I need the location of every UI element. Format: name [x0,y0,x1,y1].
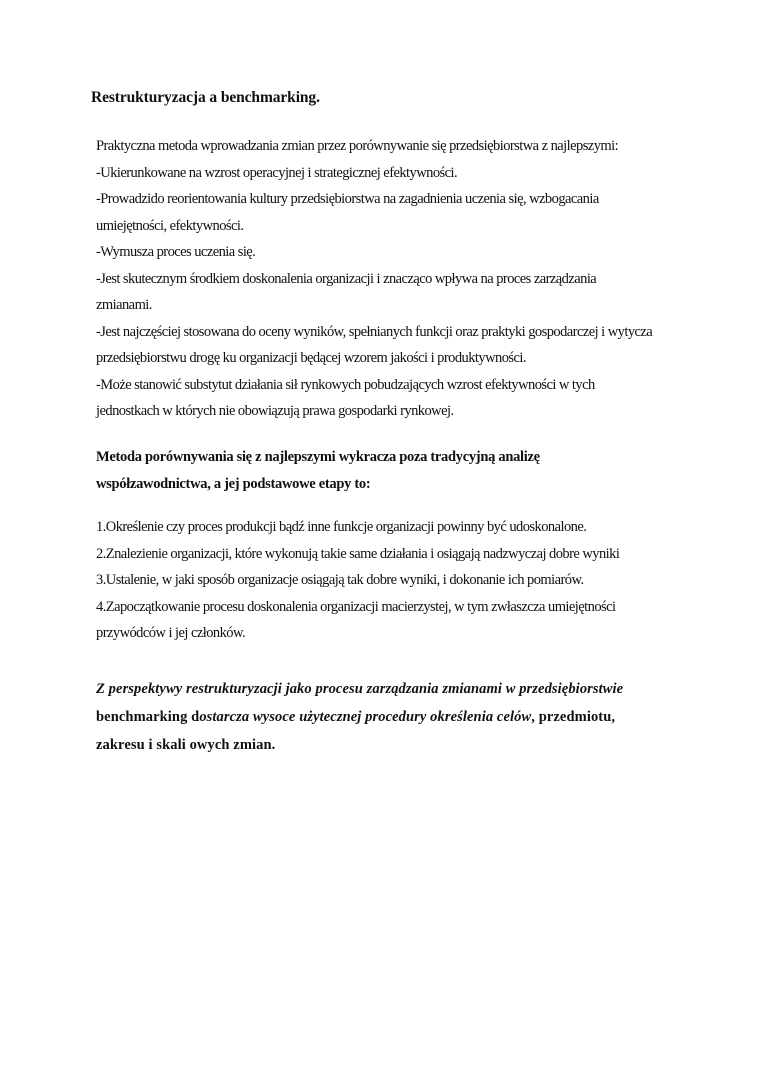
conclusion-line-3-end: . [271,737,276,753]
steps-list [96,514,706,647]
intro-line: -Prowadzido reorientowania kultury przedsiębiorstwa na zagadnienia uczenia się, wzbogacania [96,191,599,207]
conclusion-line-2 [96,703,706,731]
intro-line: -Jest skutecznym środkiem doskonalenia organizacji i znacząco wpływa na proces zarządzania [96,270,597,287]
intro-line: umiejętności, efektywności. [96,217,244,234]
intro-section [96,133,706,425]
step-item: 2.Znalezienie organizacji, które wykonują takie same działania i osiągają nadzwyczaj dobre wyniki [96,545,620,562]
conclusion-line-1 [96,675,706,703]
conclusion-line-3 [96,731,706,759]
intro-line: jednostkach w których nie obowiązują prawa gospodarki rynkowej. [96,403,454,419]
step-item: 4.Zapoczątkowanie procesu doskonalenia organizacji macierzystej, w tym zwłaszcza umiejętności [96,598,616,615]
conclusion-line-3-start: zakresu i skali owych zmian [96,737,272,753]
conclusion-line-2-end: , przedmiotu, [531,709,616,725]
intro-line: -Może stanowić substytut działania sił rynkowych pobudzających wzrost efektywności w tych [96,376,595,393]
intro-line: zmianami. [96,297,152,313]
method-heading-line: współzawodnictwa, a jej podstawowe etapy to: [96,475,371,492]
intro-line: przedsiębiorstwu drogę ku organizacji będącej wzorem jakości i produktywności. [96,350,526,366]
intro-line: Praktyczna metoda wprowadzania zmian przez porównywanie się przedsiębiorstwa z najlepszymi: [96,138,619,154]
method-heading [96,444,706,497]
conclusion-paragraph [96,675,706,759]
step-item: przywódców i jej członków. [96,625,246,641]
method-heading-line: Metoda porównywania się z najlepszymi wykracza poza tradycyjną analizę [96,449,540,465]
conclusion-line-2-italic: ostarcza wysoce użytecznej procedury określenia celów [199,709,532,725]
intro-line: -Ukierunkowane na wzrost operacyjnej i strategicznej efektywności. [96,164,458,181]
conclusion-line-1-text: Z perspektywy restrukturyzacji jako procesu zarządzania zmianami w przedsiębiorstwie [96,681,624,697]
intro-line: -Wymusza proces uczenia się. [96,244,256,260]
conclusion-line-2-start: benchmarking d [96,709,200,725]
intro-line: -Jest najczęściej stosowana do oceny wyników, spełnianych funkcji oraz praktyki gospodarczej i wytycza [96,323,653,340]
step-item: 3.Ustalenie, w jaki sposób organizacje osiągają tak dobre wyniki, i dokonanie ich pomiarów. [96,572,584,588]
step-item: 1.Określenie czy proces produkcji bądź inne funkcje organizacji powinny być udoskonalone. [96,519,587,535]
document-title: Restrukturyzacja a benchmarking. [91,89,320,106]
